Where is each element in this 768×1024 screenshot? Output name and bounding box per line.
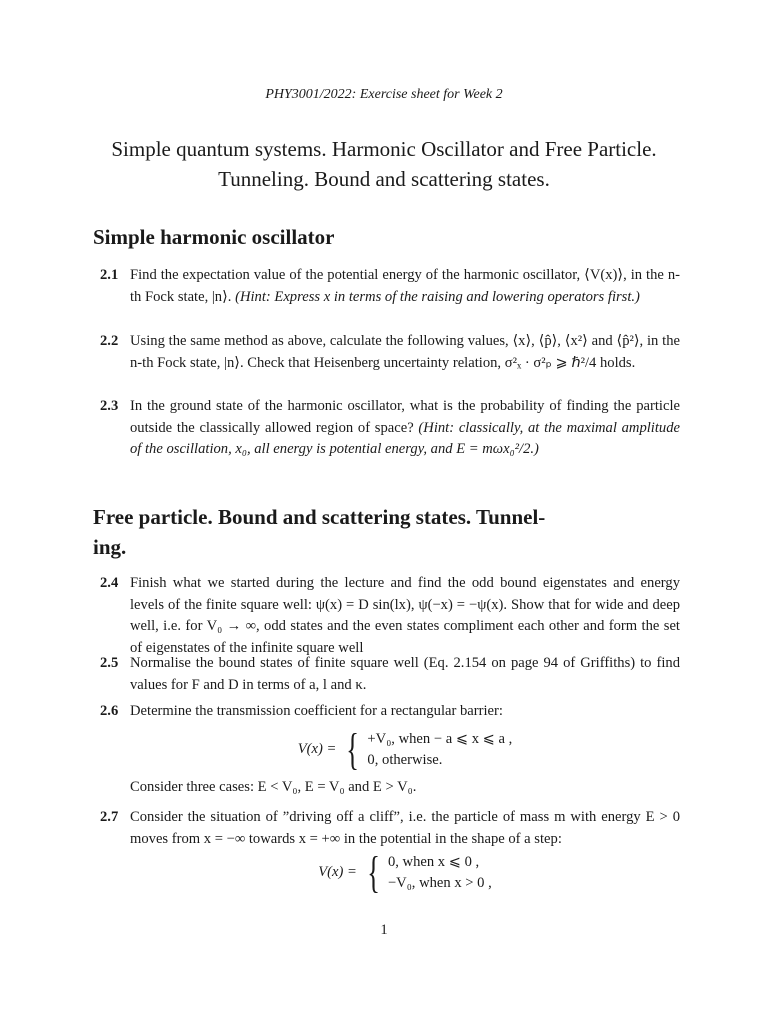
title-line-1: Simple quantum systems. Harmonic Oscillator and Free Particle. <box>111 137 657 161</box>
page-number: 1 <box>380 922 388 938</box>
equation-lhs: V(x) = <box>318 864 357 881</box>
problem-2-5 <box>100 653 680 696</box>
equation-lhs: V(x) = <box>297 740 337 757</box>
section-heading-line-2: ing. <box>93 535 127 559</box>
problem-2-6 <box>100 701 680 798</box>
equation-case-2: 0, otherwise. <box>367 751 443 768</box>
problem-number: 2.6 <box>100 703 119 719</box>
problem-number: 2.1 <box>100 267 119 283</box>
title-line-2: Tunneling. Bound and scattering states. <box>218 167 550 191</box>
equation-case-1: 0, when x ⩽ 0 , <box>387 854 480 871</box>
problem-text: Normalise the bound states of finite square well (Eq. 2.154 on page 94 of Griffiths) to find values for F and D in terms of a, l and κ. <box>130 655 680 693</box>
sheet-title <box>60 134 708 194</box>
problem-2-1 <box>100 265 680 308</box>
problem-number: 2.3 <box>100 398 119 414</box>
problem-number: 2.4 <box>100 575 119 591</box>
problem-2-7 <box>100 807 680 900</box>
problem-number: 2.7 <box>100 809 119 825</box>
piecewise-equation <box>130 848 680 898</box>
problem-2-4 <box>100 573 680 659</box>
left-brace: { <box>346 724 360 774</box>
section-heading-line-1: Free particle. Bound and scattering states. Tunnel- <box>93 505 546 529</box>
problem-text: Consider the situation of ”driving off a cliff”, i.e. the particle of mass m with energy E > 0 moves from x = −∞ towards x = +∞ in the potential in the shape of a step: <box>130 809 680 847</box>
problem-text: Finish what we started during the lecture and find the odd bound eigenstates and energy levels of the finite square well: ψ(x) = D sin(lx), ψ(−x) = −ψ(x). Show that for wide and deep well, i.e. for V₀ → ∞, odd states and the even states compliment each other and form the set of eigenstates of the infinite square well <box>130 575 680 656</box>
problem-text: Determine the transmission coefficient for a rectangular barrier: <box>130 703 503 719</box>
problem-2-2 <box>100 331 680 374</box>
problem-text: Find the expectation value of the potential energy of the harmonic oscillator, ⟨V(x)⟩, in the n-th Fock state, |n⟩. <box>130 267 680 305</box>
section-heading-free-particle <box>93 502 683 562</box>
problem-text: Using the same method as above, calculate the following values, ⟨x⟩, ⟨p̂⟩, ⟨x²⟩ and ⟨p̂²⟩, in the n-th Fock state, |n⟩. Check that Heisenberg uncertainty relation, σ²ₓ · σ²ₚ ⩾ ℏ²/4 holds. <box>130 333 680 371</box>
section-heading-harmonic-oscillator: Simple harmonic oscillator <box>93 225 335 249</box>
problem-number: 2.2 <box>100 333 119 349</box>
problem-hint: (Hint: Express x in terms of the raising and lowering operators first.) <box>235 288 640 305</box>
equation-case-2: −V₀, when x > 0 , <box>387 875 492 892</box>
problem-2-3 <box>100 396 680 461</box>
sheet-header: PHY3001/2022: Exercise sheet for Week 2 <box>265 87 503 102</box>
piecewise-equation <box>130 724 680 774</box>
left-brace: { <box>367 848 380 898</box>
problem-hint: (Hint: classically, at the maximal amplitude of the oscillation, x₀, all energy is potential energy, and E = mωx₀²/2.) <box>130 419 680 458</box>
equation-case-1: +V₀, when − a ⩽ x ⩽ a , <box>367 730 513 747</box>
problem-followup: Consider three cases: E < V₀, E = V₀ and E > V₀. <box>130 778 417 795</box>
problem-number: 2.5 <box>100 655 119 671</box>
problem-text: In the ground state of the harmonic oscillator, what is the probability of finding the particle outside the classically allowed region of space? <box>130 398 680 436</box>
